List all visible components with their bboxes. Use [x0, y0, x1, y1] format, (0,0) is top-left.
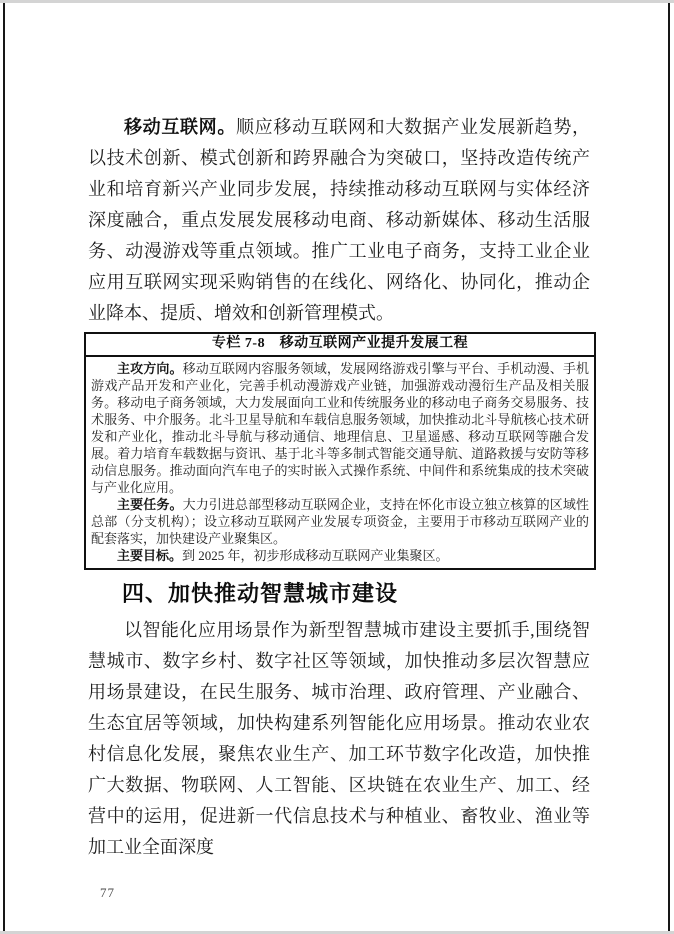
paragraph-smart-city: 以智能化应用场景作为新型智慧城市建设主要抓手,围绕智慧城市、数字乡村、数字社区等领域，加快推动多层次智慧应用场景建设，在民生服务、城市治理、政府管理、产业融合、生态宜居等领域，加快构建系列智能化应用场景。推动农业农村信息化发展，聚焦农业生产、加工环节数字化改造，加快推广大数据、物联网、人工智能、区块链在农业生产、加工、经营中的运用，促进新一代信息技术与种植业、畜牧业、渔业等加工业全面深度	[88, 620, 590, 857]
box-paragraph-main-tasks-text: 大力引进总部型移动互联网企业，支持在怀化市设立独立核算的区域性总部（分支机构）；设立移动互联网产业发展专项资金，主要用于市移动互联网产业的配套落实，加快建设产业聚集区。	[91, 497, 589, 546]
column-box-body	[86, 357, 594, 568]
page-edge-top	[0, 0, 674, 3]
box-paragraph-main-direction-lead: 主攻方向。	[117, 361, 183, 376]
paragraph-mobile-internet	[88, 112, 590, 329]
page-number: 77	[100, 885, 115, 900]
box-paragraph-main-goals-lead: 主要目标。	[117, 548, 183, 563]
page-content	[88, 112, 590, 863]
page-edge-left	[3, 3, 5, 931]
box-paragraph-main-tasks-lead: 主要任务。	[117, 497, 183, 512]
box-paragraph-main-tasks	[91, 496, 589, 547]
box-paragraph-main-direction	[91, 360, 589, 496]
page-edge-right	[668, 3, 670, 931]
column-box-7-8	[84, 332, 596, 570]
paragraph-mobile-internet-lead: 移动互联网。	[124, 117, 236, 137]
box-paragraph-main-direction-text: 移动互联网内容服务领域，发展网络游戏引擎与平台、手机动漫、手机游戏产品开发和产业化，完善手机动漫游戏产业链，加强游戏动漫衍生产品及相关服务。移动电子商务领域，大力发展面向工业和传统服务业的移动电子商务交易服务、技术服务、中介服务。北斗卫星导航和车载信息服务领域，加快推动北斗导航核心技术研发和产业化，推动北斗导航与移动通信、地理信息、卫星遥感、移动互联网等融合发展。着力培育车载数据与资讯、基于北斗等多制式智能交通导航、道路救援与安防等移动信息服务。推动面向汽车电子的实时嵌入式操作系统、中间件和系统集成的技术突破与产业化应用。	[91, 361, 589, 495]
box-paragraph-main-goals	[91, 547, 589, 564]
paragraph-mobile-internet-text: 顺应移动互联网和大数据产业发展新趋势，以技术创新、模式创新和跨界融合为突破口，坚持改造传统产业和培育新兴产业同步发展，持续推动移动互联网与实体经济深度融合，重点发展发展移动电商、移动新媒体、移动生活服务、动漫游戏等重点领域。推广工业电子商务，支持工业企业应用互联网实现采购销售的在线化、网络化、协同化，推动企业降本、提质、增效和创新管理模式。	[88, 117, 590, 323]
box-paragraph-main-goals-text: 到 2025 年，初步形成移动互联网产业集聚区。	[182, 548, 449, 563]
section-heading-smart-city: 四、加快推动智慧城市建设	[122, 581, 399, 606]
column-box-title: 专栏 7-8 移动互联网产业提升发展工程	[86, 334, 594, 357]
